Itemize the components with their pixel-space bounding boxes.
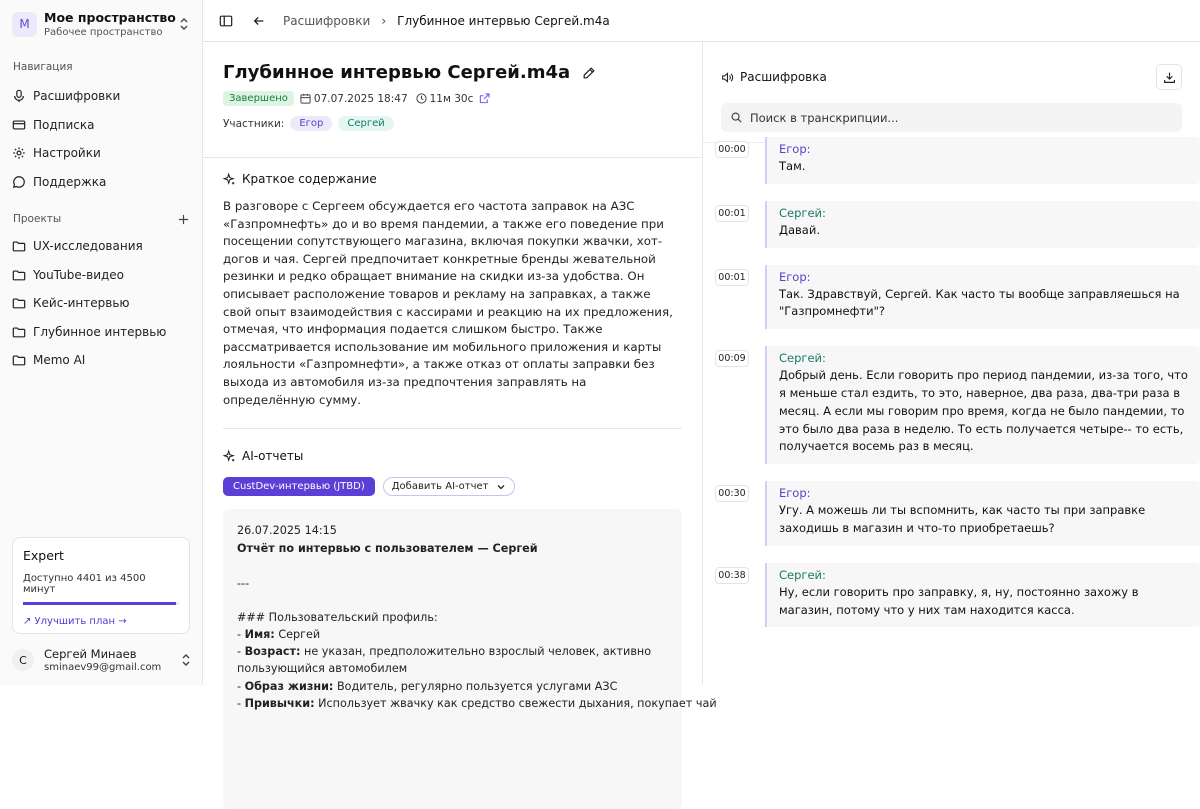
- workspace-name: Мое пространство: [44, 10, 176, 25]
- summary-text: В разговоре с Сергеем обсуждается его частота заправок на АЗС «Газпромнефть» до и во время пандемии, а также его поведение при посещении сопутствующего магазина, включая покупки жвачки, хот-догов и чая. Сергей предпочитает конкретные бренды жевательной резинки и редко обращает внимание на скидки из-за удобства. Он описывает расположение товаров и рекламу на заправках, а также свой опыт взаимодействия с кассирами и реакцию на их предложения, отмечая, что информация подается слишком быстро. Также рассматривается использование им мобильного приложения и карты лояльности «Газпромнефти», а также отказ от оплаты заправки без выхода из автомобиля из-за предпочтения заправлять на определённую сумму.: [223, 199, 673, 407]
- timestamp-button[interactable]: 00:38: [715, 567, 749, 584]
- participants-label: Участники:: [223, 117, 285, 130]
- ai-report-tabs: [223, 477, 682, 496]
- sparkle-icon: [223, 173, 236, 186]
- workspace-text: [44, 10, 178, 38]
- details-panel: [203, 42, 717, 710]
- file-date: 07.07.2025 18:47: [313, 92, 408, 105]
- transcript-segment: [715, 137, 1200, 184]
- upgrade-plan-link[interactable]: ↗ Улучшить план →: [23, 616, 127, 627]
- report-rule: ---: [237, 576, 250, 590]
- sidebar-project-ux[interactable]: [0, 232, 202, 261]
- plus-icon[interactable]: [178, 214, 189, 225]
- transcript-segment: [715, 481, 1200, 546]
- plan-name: Expert: [23, 548, 64, 563]
- back-arrow-icon[interactable]: [252, 14, 266, 28]
- file-meta: [223, 91, 682, 106]
- chevron-up-down-icon: [180, 652, 192, 668]
- speaker-name: Сергей:: [779, 567, 826, 582]
- transcript-search: [721, 103, 1182, 132]
- project-label: Глубинное интервью: [33, 324, 167, 339]
- utterance-bubble: [765, 265, 1200, 330]
- utterance-text: Там.: [779, 159, 806, 173]
- sidebar-item-subscription[interactable]: [0, 111, 202, 140]
- ai-reports-section: [203, 429, 702, 496]
- ai-reports-title: AI-отчеты: [223, 449, 682, 463]
- folder-icon: [12, 239, 26, 253]
- add-ai-report-dropdown[interactable]: Добавить AI-отчет: [383, 477, 516, 496]
- download-icon: [1163, 71, 1176, 84]
- transcript-segment: [715, 201, 1200, 248]
- breadcrumb-current: Глубинное интервью Сергей.m4a: [397, 13, 610, 28]
- external-link-icon[interactable]: [479, 93, 490, 104]
- topbar: [203, 0, 1200, 42]
- file-duration: 11м 30с: [429, 92, 474, 105]
- sidebar: [0, 0, 203, 685]
- transcript-title: Расшифровка: [721, 70, 827, 84]
- sidebar-item-label: Подписка: [33, 117, 95, 132]
- utterance-bubble: [765, 346, 1200, 464]
- summary-title: Краткое содержание: [223, 172, 682, 186]
- calendar-icon: [300, 93, 311, 104]
- sidebar-item-label: Настройки: [33, 146, 101, 161]
- speaker-name: Егор:: [779, 269, 811, 284]
- timestamp-button[interactable]: 00:01: [715, 269, 749, 286]
- user-email: sminaev99@gmail.com: [44, 662, 162, 673]
- content: [203, 42, 1200, 710]
- user-text: [44, 647, 180, 673]
- transcript-segment: [715, 563, 1200, 628]
- summary-section: [203, 158, 702, 409]
- transcript-panel: [703, 42, 1200, 685]
- page-title: Глубинное интервью Сергей.m4a: [223, 62, 571, 83]
- report-date: 26.07.2025 14:15: [237, 524, 337, 538]
- project-label: Кейс-интервью: [33, 296, 130, 311]
- workspace-subtitle: Рабочее пространство: [44, 27, 163, 38]
- sparkle-icon: [223, 450, 236, 463]
- folder-icon: [12, 296, 26, 310]
- report-field: - Имя: Сергей: [237, 627, 321, 641]
- search-icon: [731, 112, 742, 123]
- download-button[interactable]: [1156, 64, 1182, 90]
- sidebar-project-memo[interactable]: [0, 346, 202, 375]
- file-header: [203, 42, 702, 158]
- participant-chip[interactable]: Сергей: [338, 116, 393, 131]
- sidebar-item-transcripts[interactable]: [0, 82, 202, 111]
- breadcrumb-separator: ›: [381, 13, 387, 28]
- folder-icon: [12, 268, 26, 282]
- workspace-switcher[interactable]: [0, 0, 202, 48]
- chevron-down-icon: [496, 482, 506, 492]
- avatar: С: [12, 649, 34, 671]
- utterance-bubble: [765, 137, 1200, 184]
- sidebar-project-youtube[interactable]: [0, 261, 202, 290]
- credit-card-icon: [12, 118, 26, 132]
- user-name: Сергей Минаев: [44, 647, 137, 661]
- timestamp-button[interactable]: 00:09: [715, 350, 749, 367]
- transcript-list: [703, 142, 1200, 685]
- plan-card: [12, 537, 190, 634]
- status-badge: Завершено: [223, 91, 294, 106]
- transcript-segment: [715, 265, 1200, 330]
- utterance-bubble: [765, 201, 1200, 248]
- sidebar-item-label: Поддержка: [33, 174, 107, 189]
- speaker-name: Егор:: [779, 486, 811, 501]
- sidebar-item-settings[interactable]: [0, 139, 202, 168]
- project-label: YouTube-видео: [33, 267, 125, 282]
- utterance-text: Угу. А можешь ли ты вспомнить, как часто ты при заправке заходишь в магазин и что-то приобретаешь?: [779, 503, 1146, 535]
- sidebar-item-support[interactable]: [0, 168, 202, 197]
- ai-report-card: [223, 509, 717, 809]
- folder-icon: [12, 353, 26, 367]
- transcript-title-row: [721, 64, 1182, 90]
- report-field: - Возраст: не указан, предположительно взрослый человек, активно: [237, 645, 652, 659]
- sidebar-project-indepth[interactable]: [0, 318, 202, 347]
- pencil-icon[interactable]: [582, 66, 596, 80]
- transcript-header: [703, 42, 1200, 142]
- search-input[interactable]: [750, 111, 1150, 125]
- sidebar-item-label: Расшифровки: [33, 89, 121, 104]
- utterance-text: Добрый день. Если говорить про период пандемии, из-за того, что я меньше стал ездить, то это, наверное, два раза, два-три раза в месяц. А если мы говорим про время, когда не было пандемии, то это было два раза в неделю. То есть получается четыре-- то есть, получается восемь раз в месяц.: [779, 368, 1188, 454]
- speaker-icon: [721, 71, 734, 84]
- microphone-icon: [12, 89, 26, 103]
- clock-icon: [416, 93, 427, 104]
- report-field-continued: пользующийся автомобилем: [237, 662, 408, 676]
- plan-usage: Доступно 4401 из 4500 минут: [23, 573, 146, 595]
- transcript-segment: [715, 346, 1200, 464]
- timestamp-button[interactable]: 00:00: [715, 141, 749, 158]
- chat-bubble-icon: [12, 175, 26, 189]
- gear-icon: [12, 146, 26, 160]
- utterance-bubble: [765, 563, 1200, 628]
- speaker-name: Егор:: [779, 142, 811, 156]
- chevron-up-down-icon: [178, 16, 190, 32]
- participant-chip[interactable]: Егор: [290, 116, 332, 131]
- project-label: UX-исследования: [33, 239, 143, 254]
- report-heading: Отчёт по интервью с пользователем — Сергей: [237, 542, 538, 556]
- utterance-text: Ну, если говорить про заправку, я, ну, постоянно захожу в магазин, потому что у них там находится касса.: [779, 584, 1139, 617]
- folder-icon: [12, 325, 26, 339]
- main: [203, 0, 1200, 710]
- timestamp-button[interactable]: 00:01: [715, 205, 749, 222]
- title-row: [223, 62, 682, 83]
- utterance-bubble: [765, 481, 1200, 546]
- report-field: - Образ жизни: Водитель, регулярно пользуется услугами АЗС: [237, 679, 618, 693]
- breadcrumb-parent[interactable]: Расшифровки: [283, 13, 371, 28]
- nav-section-label: Навигация: [13, 61, 73, 73]
- utterance-text: Так. Здравствуй, Сергей. Как часто ты вообще заправляешься на "Газпромнефти"?: [779, 286, 1180, 319]
- sidebar-project-case[interactable]: [0, 289, 202, 318]
- report-profile-heading: ### Пользовательский профиль:: [237, 610, 438, 624]
- user-menu[interactable]: [12, 645, 192, 675]
- participants-row: [223, 116, 682, 131]
- plan-usage-fill: [23, 602, 176, 605]
- report-field: - Привычки: Использует жвачку как средство свежести дыхания, покупает чай: [237, 696, 717, 710]
- speaker-name: Сергей:: [779, 205, 826, 220]
- projects-section-label: Проекты: [0, 212, 202, 226]
- project-label: Memo AI: [33, 353, 86, 368]
- timestamp-button[interactable]: 00:30: [715, 485, 749, 502]
- sidebar-toggle-icon[interactable]: [219, 14, 233, 28]
- workspace-avatar: М: [12, 12, 37, 37]
- speaker-name: Сергей:: [779, 351, 826, 366]
- plan-usage-bar: [23, 602, 179, 605]
- tab-custdev-report[interactable]: CustDev-интервью (JTBD): [223, 477, 375, 496]
- utterance-text: Давай.: [779, 222, 820, 237]
